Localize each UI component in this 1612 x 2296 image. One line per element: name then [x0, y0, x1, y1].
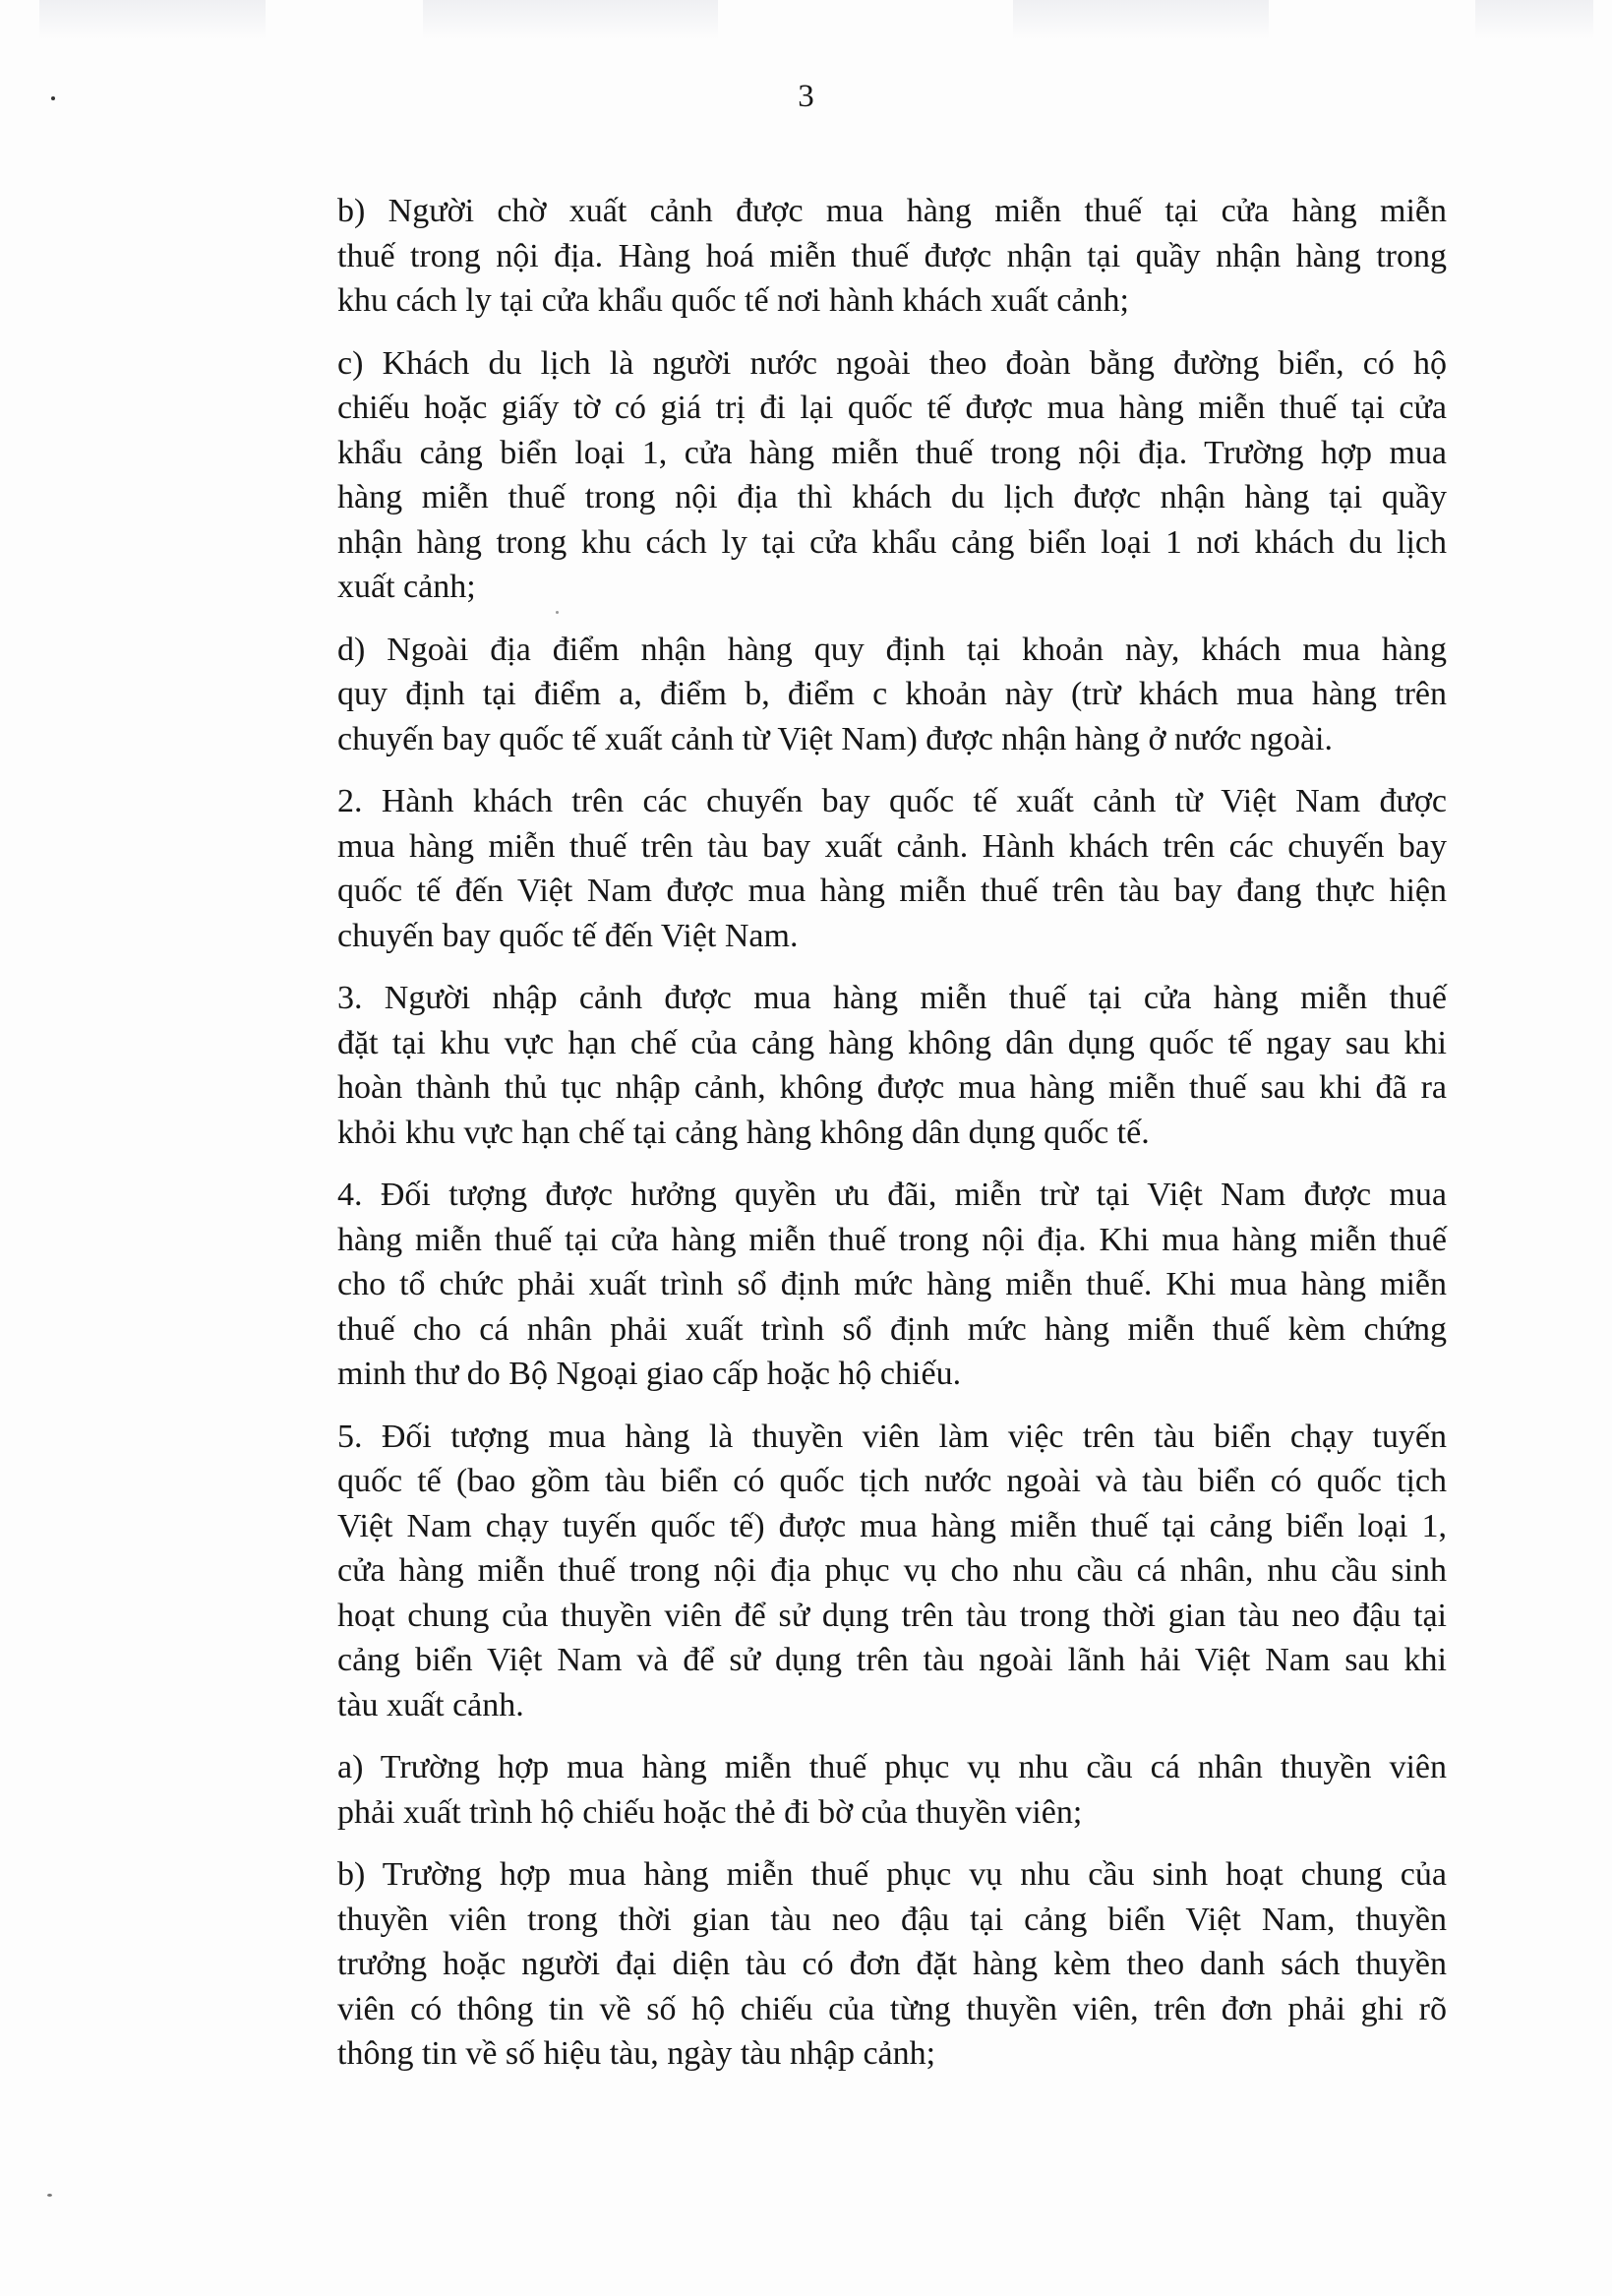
text-line: khẩu cảng biển loại 1, cửa hàng miễn thuế trong nội địa. Trường hợp mua	[337, 434, 1447, 471]
text-line: b) Trường hợp mua hàng miễn thuế phục vụ nhu cầu sinh hoạt chung của	[337, 1856, 1447, 1893]
scan-artifact	[1013, 0, 1269, 39]
text-line: cảng biển Việt Nam và để sử dụng trên tàu ngoài lãnh hải Việt Nam sau khi	[337, 1642, 1447, 1678]
text-line: minh thư do Bộ Ngoại giao cấp hoặc hộ chiếu.	[337, 1356, 962, 1392]
scan-artifact	[423, 0, 718, 39]
text-line: c) Khách du lịch là người nước ngoài theo đoàn bằng đường biển, có hộ	[337, 344, 1447, 382]
text-line: hàng miễn thuế tại cửa hàng miễn thuế trong nội địa. Khi mua hàng miễn thuế	[337, 1221, 1447, 1258]
text-line: phải xuất trình hộ chiếu hoặc thẻ đi bờ của thuyền viên;	[337, 1793, 1083, 1831]
paragraph	[337, 976, 1447, 1155]
text-line: d) Ngoài địa điểm nhận hàng quy định tại khoản này, khách mua hàng	[337, 631, 1447, 668]
text-line: trưởng hoặc người đại diện tàu có đơn đặt hàng kèm theo danh sách thuyền	[337, 1946, 1447, 1982]
scan-artifact	[39, 0, 266, 39]
text-line: hoạt chung của thuyền viên để sử dụng trên tàu trong thời gian tàu neo đậu tại	[337, 1597, 1447, 1634]
text-line: viên có thông tin về số hộ chiếu của từng thuyền viên, trên đơn phải ghi rõ	[337, 1990, 1447, 2027]
text-line: 4. Đối tượng được hưởng quyền ưu đãi, miễn trừ tại Việt Nam được mua	[337, 1177, 1447, 1213]
text-line: đặt tại khu vực hạn chế của cảng hàng không dân dụng quốc tế ngay sau khi	[337, 1024, 1447, 1061]
paragraph	[337, 1852, 1447, 2077]
scan-speck	[47, 2194, 52, 2197]
text-line: chuyến bay quốc tế đến Việt Nam.	[337, 917, 799, 954]
text-line: chiếu hoặc giấy tờ có giá trị đi lại quốc tế được mua hàng miễn thuế tại cửa	[337, 390, 1447, 426]
paragraph	[337, 189, 1447, 324]
paragraph	[337, 1415, 1447, 1728]
paragraph	[337, 1745, 1447, 1835]
text-line: mua hàng miễn thuế trên tàu bay xuất cảnh. Hành khách trên các chuyến bay	[337, 827, 1447, 865]
text-line: 2. Hành khách trên các chuyến bay quốc tế xuất cảnh từ Việt Nam được	[337, 783, 1447, 819]
text-line: 5. Đối tượng mua hàng là thuyền viên làm việc trên tàu biển chạy tuyến	[337, 1418, 1447, 1455]
paragraph	[337, 1173, 1447, 1397]
text-line: quốc tế đến Việt Nam được mua hàng miễn thuế trên tàu bay đang thực hiện	[337, 873, 1447, 909]
document-body	[337, 189, 1447, 2094]
text-line: tàu xuất cảnh.	[337, 1686, 524, 1723]
text-line: khu cách ly tại cửa khẩu quốc tế nơi hành khách xuất cảnh;	[337, 282, 1129, 319]
text-line: quốc tế (bao gồm tàu biển có quốc tịch nước ngoài và tàu biển có quốc tịch	[337, 1463, 1447, 1499]
paragraph	[337, 779, 1447, 958]
text-line: nhận hàng trong khu cách ly tại cửa khẩu cảng biển loại 1 nơi khách du lịch	[337, 523, 1447, 561]
paragraph	[337, 628, 1447, 762]
paragraph	[337, 341, 1447, 610]
text-line: thuế cho cá nhân phải xuất trình sổ định mức hàng miễn thuế kèm chứng	[337, 1310, 1447, 1348]
text-line: khỏi khu vực hạn chế tại cảng hàng không dân dụng quốc tế.	[337, 1114, 1150, 1151]
text-line: thuyền viên trong thời gian tàu neo đậu tại cảng biển Việt Nam, thuyền	[337, 1901, 1447, 1938]
text-line: hàng miễn thuế trong nội địa thì khách du lịch được nhận hàng tại quầy	[337, 479, 1447, 515]
page-number: 3	[798, 79, 814, 114]
text-line: quy định tại điểm a, điểm b, điểm c khoản này (trừ khách mua hàng trên	[337, 676, 1447, 712]
text-line: chuyến bay quốc tế xuất cảnh từ Việt Nam) được nhận hàng ở nước ngoài.	[337, 720, 1333, 757]
text-line: cửa hàng miễn thuế trong nội địa phục vụ cho nhu cầu cá nhân, nhu cầu sinh	[337, 1552, 1447, 1589]
text-line: thuế trong nội địa. Hàng hoá miễn thuế được nhận tại quầy nhận hàng trong	[337, 237, 1447, 274]
scan-artifact	[1475, 0, 1593, 39]
text-line: xuất cảnh;	[337, 569, 476, 605]
text-line: Việt Nam chạy tuyến quốc tế) được mua hàng miễn thuế tại cảng biển loại 1,	[337, 1507, 1447, 1544]
text-line: hoàn thành thủ tục nhập cảnh, không được mua hàng miễn thuế sau khi đã ra	[337, 1069, 1447, 1106]
text-line: thông tin về số hiệu tàu, ngày tàu nhập cảnh;	[337, 2035, 936, 2072]
text-line: 3. Người nhập cảnh được mua hàng miễn thuế tại cửa hàng miễn thuế	[337, 980, 1447, 1016]
text-line: b) Người chờ xuất cảnh được mua hàng miễn thuế tại cửa hàng miễn	[337, 193, 1447, 229]
text-line: a) Trường hợp mua hàng miễn thuế phục vụ nhu cầu cá nhân thuyền viên	[337, 1749, 1447, 1785]
text-line: cho tổ chức phải xuất trình sổ định mức hàng miễn thuế. Khi mua hàng miễn	[337, 1266, 1447, 1302]
